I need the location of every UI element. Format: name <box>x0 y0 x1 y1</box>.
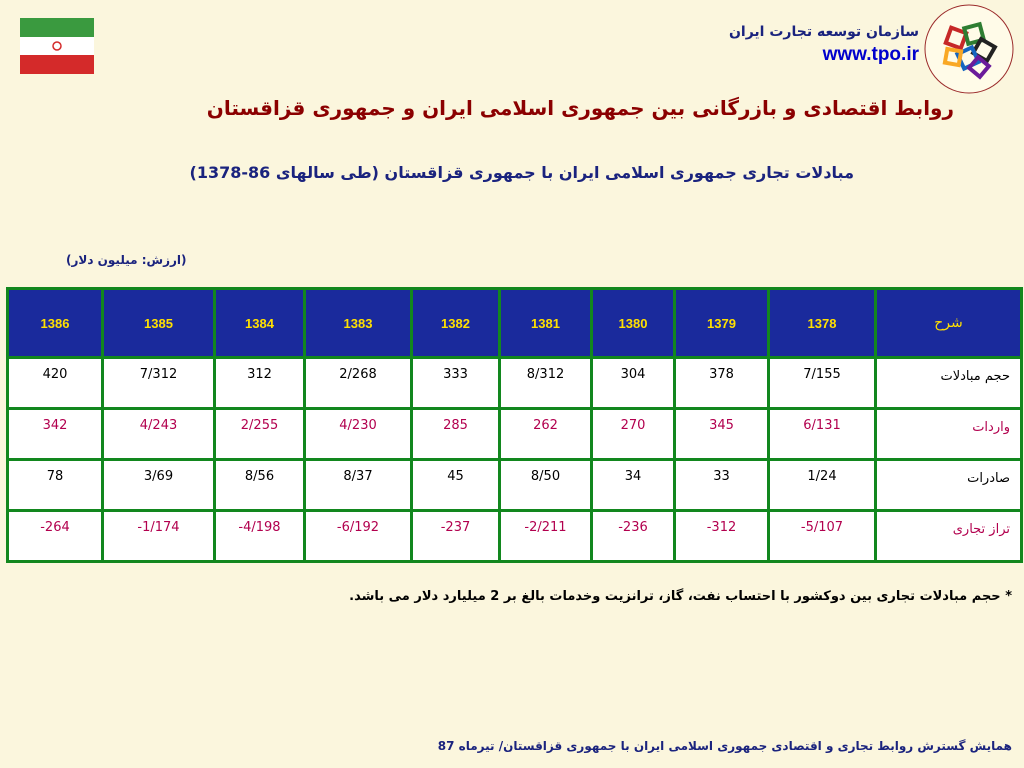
table-cell: 4/243 <box>103 409 215 460</box>
table-cell: -236 <box>592 511 675 562</box>
table-cell: 420 <box>8 358 103 409</box>
table-cell: 4/230 <box>305 409 412 460</box>
table-cell: -264 <box>8 511 103 562</box>
row-label: حجم مبادلات <box>876 358 1022 409</box>
table-header-row <box>8 289 1022 358</box>
table-cell: 8/50 <box>500 460 592 511</box>
table-cell: 304 <box>592 358 675 409</box>
table-cell: 78 <box>8 460 103 511</box>
header-year: 1379 <box>675 289 769 358</box>
table-row-balance <box>8 511 1022 562</box>
table-cell: 7/155 <box>769 358 876 409</box>
table-cell: 345 <box>675 409 769 460</box>
table-cell: 3/69 <box>103 460 215 511</box>
table-cell: 1/24 <box>769 460 876 511</box>
footnote: * حجم مبادلات تجاری بین دوکشور با احتساب نفت، گاز، ترانزیت وخدمات بالغ بر 2 میلیارد دلار می باشد. <box>349 589 1012 604</box>
table-cell: 285 <box>412 409 500 460</box>
table-cell: -312 <box>675 511 769 562</box>
table-row-exports <box>8 460 1022 511</box>
table-cell: 8/37 <box>305 460 412 511</box>
unit-label: (ارزش: میلیون دلار) <box>66 253 187 267</box>
table-row-volume <box>8 358 1022 409</box>
header-year: 1378 <box>769 289 876 358</box>
table-cell: 2/268 <box>305 358 412 409</box>
tpo-logo-icon <box>922 2 1016 96</box>
table-cell: 262 <box>500 409 592 460</box>
table-cell: 8/56 <box>215 460 305 511</box>
table-cell: -2/211 <box>500 511 592 562</box>
table-cell: -4/198 <box>215 511 305 562</box>
row-label: واردات <box>876 409 1022 460</box>
org-name: سازمان توسعه تجارت ایران <box>728 24 919 40</box>
table-cell: 6/131 <box>769 409 876 460</box>
table-cell: -1/174 <box>103 511 215 562</box>
table-cell: -237 <box>412 511 500 562</box>
table-cell: 333 <box>412 358 500 409</box>
header-desc: شرح <box>876 289 1022 358</box>
table-cell: 33 <box>675 460 769 511</box>
header-year: 1381 <box>500 289 592 358</box>
table-cell: 378 <box>675 358 769 409</box>
trade-table <box>6 287 1023 563</box>
table-cell: 45 <box>412 460 500 511</box>
table-cell: -6/192 <box>305 511 412 562</box>
table-cell: 270 <box>592 409 675 460</box>
footer-text: همایش گسترش روابط تجاری و اقتصادی جمهوری اسلامی ایران با جمهوری قزاقستان/ تیرماه 87 <box>437 739 1012 753</box>
row-label: صادرات <box>876 460 1022 511</box>
table-cell: -5/107 <box>769 511 876 562</box>
header-year: 1386 <box>8 289 103 358</box>
table-cell: 342 <box>8 409 103 460</box>
iran-flag-icon <box>20 18 94 74</box>
header-year: 1384 <box>215 289 305 358</box>
row-label: تراز تجاری <box>876 511 1022 562</box>
page-title: روابط اقتصادی و بازرگانی بین جمهوری اسلامی ایران و جمهوری قزاقستان <box>206 96 954 120</box>
header-year: 1380 <box>592 289 675 358</box>
table-row-imports <box>8 409 1022 460</box>
table-cell: 7/312 <box>103 358 215 409</box>
table-title: مبادلات تجاری جمهوری اسلامی ایران با جمهوری قزاقستان (طی سالهای 86-1378) <box>189 163 854 182</box>
table-cell: 312 <box>215 358 305 409</box>
header-year: 1383 <box>305 289 412 358</box>
table-cell: 2/255 <box>215 409 305 460</box>
table-cell: 34 <box>592 460 675 511</box>
header-year: 1382 <box>412 289 500 358</box>
table-cell: 8/312 <box>500 358 592 409</box>
org-url-link[interactable]: www.tpo.ir <box>822 44 919 65</box>
header-year: 1385 <box>103 289 215 358</box>
